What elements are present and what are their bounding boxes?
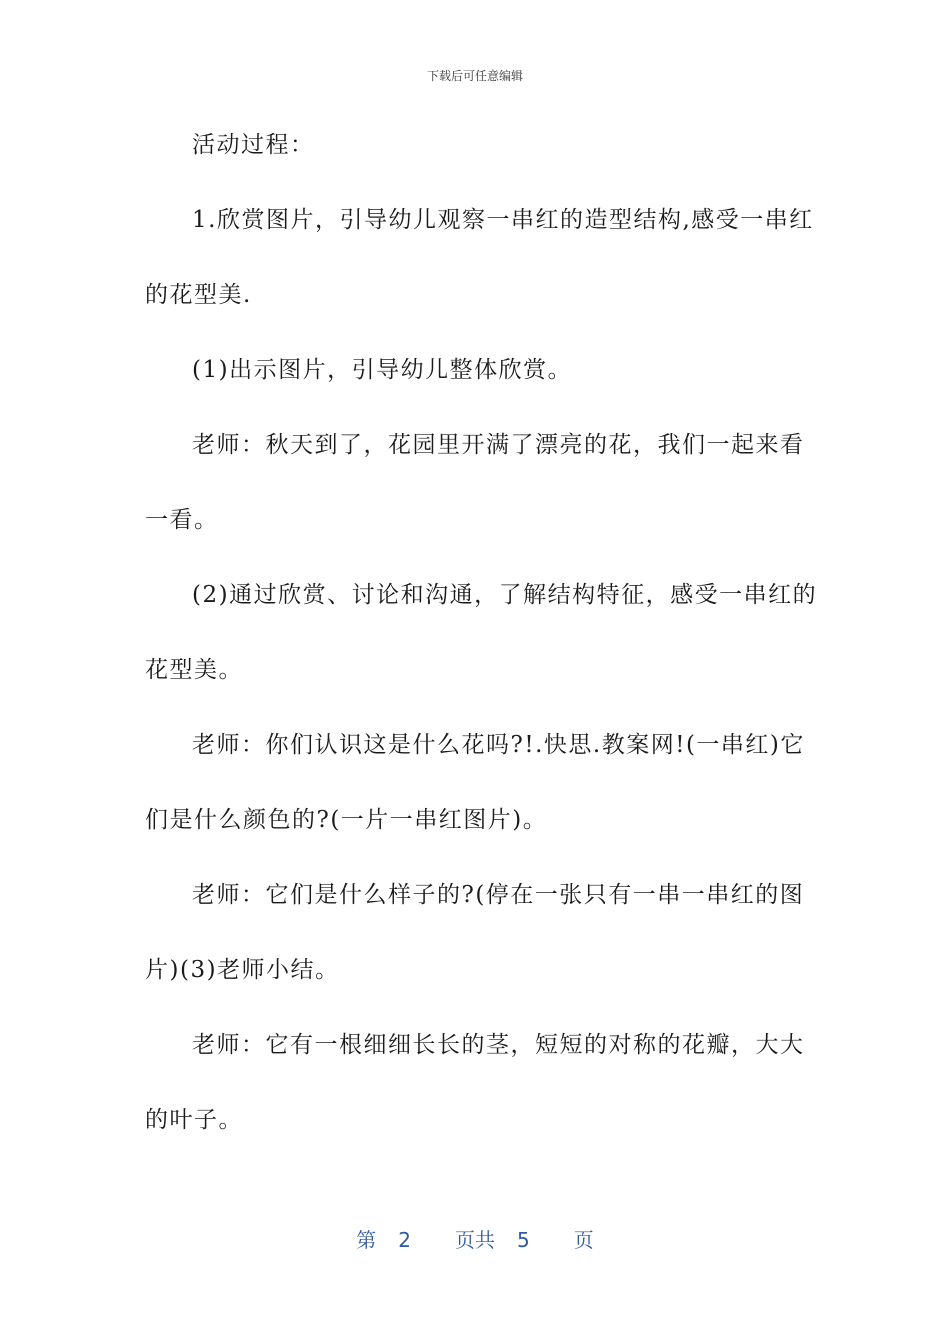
paragraph-line: 1.欣赏图片，引导幼儿观察一串红的造型结构,感受一串红 bbox=[192, 207, 814, 233]
paragraph-line: 花型美。 bbox=[145, 657, 243, 683]
page-suffix: 页 bbox=[573, 1228, 594, 1252]
paragraph-line: 片)(3)老师小结。 bbox=[145, 957, 340, 983]
paragraph-line: 们是什么颜色的?(一片一串红图片)。 bbox=[145, 807, 548, 833]
paragraph-line: 的花型美. bbox=[145, 282, 252, 308]
document-body bbox=[145, 122, 818, 1172]
paragraph-line: 一看。 bbox=[145, 507, 219, 533]
paragraph-line: 老师：它们是什么样子的?(停在一张只有一串一串红的图 bbox=[192, 882, 805, 908]
paragraph-line: (1)出示图片，引导幼儿整体欣赏。 bbox=[192, 357, 573, 383]
total-pages-number: 5 bbox=[517, 1228, 530, 1252]
paragraph-line: 活动过程： bbox=[192, 132, 315, 158]
page-footer bbox=[0, 1224, 950, 1253]
header-note: 下载后可任意编辑 bbox=[426, 69, 523, 83]
paragraph-line: 老师：它有一根细细长长的茎，短短的对称的花瓣，大大 bbox=[192, 1032, 805, 1058]
current-page-number: 2 bbox=[398, 1228, 411, 1252]
paragraph-line: 的叶子。 bbox=[145, 1107, 243, 1133]
paragraph-line: 老师：你们认识这是什么花吗?!.快思.教案网!(一串红)它 bbox=[192, 732, 805, 758]
paragraph-line: 老师：秋天到了，花园里开满了漂亮的花，我们一起来看 bbox=[192, 432, 805, 458]
paragraph-line: (2)通过欣赏、讨论和沟通，了解结构特征，感受一串红的 bbox=[192, 582, 818, 608]
page-prefix: 第 bbox=[356, 1228, 377, 1252]
page-middle: 页共 bbox=[455, 1228, 495, 1252]
